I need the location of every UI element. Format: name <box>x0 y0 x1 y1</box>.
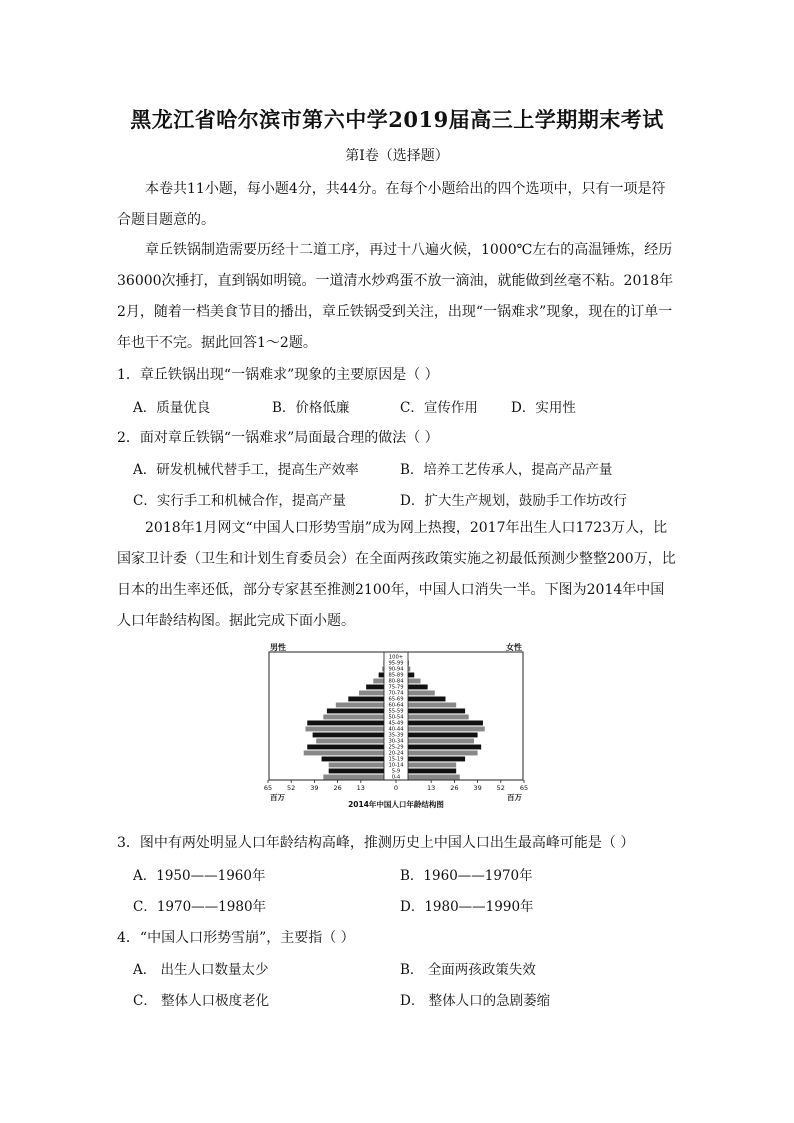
female-bar-75-79 <box>408 685 428 690</box>
age-label-15-19: 15-19 <box>388 756 404 763</box>
age-label-45-49: 45-49 <box>388 720 404 727</box>
left-legend-label: 男性 <box>270 643 286 652</box>
male-bar-85-89 <box>379 673 384 678</box>
q1-option-a: A．质量优良 <box>133 400 211 416</box>
q3-option-d: D．1980——1990年 <box>400 899 534 915</box>
age-label-0-4: 0-4 <box>391 774 401 781</box>
question-3-stem: 3．图中有两处明显人口年龄结构高峰，推测历史上中国人口出生最高峰可能是（ ） <box>117 835 635 851</box>
x-tick-label-10: 65 <box>519 784 529 792</box>
question-2-stem: 2．面对章丘铁锅“一锅难求”局面最合理的做法（ ） <box>117 430 439 446</box>
q2-option-c: C．实行手工和机械合作，提高产量 <box>133 493 346 509</box>
age-label-55-59: 55-59 <box>388 708 404 715</box>
q4-option-b: B． 全面两孩政策失效 <box>400 962 536 978</box>
q1-option-d: D．实用性 <box>511 400 576 416</box>
chart-caption: 2014年中国人口年龄结构图 <box>348 800 444 809</box>
female-bar-40-44 <box>408 727 485 732</box>
male-bar-15-19 <box>322 757 384 762</box>
x-tick-label-5: 0 <box>393 784 399 792</box>
q2-option-a: A．研发机械代替手工，提高生产效率 <box>133 462 359 478</box>
q2-option-b: B．培养工艺传承人，提高产品产量 <box>400 462 613 478</box>
female-bar-60-64 <box>408 703 456 708</box>
male-bar-5-9 <box>329 769 384 774</box>
age-label-60-64: 60-64 <box>388 702 404 709</box>
age-label-50-54: 50-54 <box>388 714 404 721</box>
male-bar-75-79 <box>366 685 384 690</box>
female-bar-10-14 <box>408 763 456 768</box>
q1-option-c: C．宣传作用 <box>400 400 478 416</box>
age-label-20-24: 20-24 <box>388 750 404 757</box>
passage-2: 2018年1月网文“中国人口形势雪崩”成为网上热搜，2017年出生人口1723万人，比国家卫计委（卫生和计划生育委员会）在全面两孩政策实施之初最低预测少整整200万，比日本的出生率还低，部分专家甚至推测2100年，中国人口消失一半。下图为2014年中国人口年龄结构图。据此完成下面小题。 <box>117 520 676 629</box>
q3-option-a: A．1950——1960年 <box>133 868 266 884</box>
female-bar-20-24 <box>408 751 478 756</box>
female-bar-35-39 <box>408 733 478 738</box>
female-bar-65-69 <box>408 697 445 702</box>
x-tick-label-6: 13 <box>427 784 436 792</box>
age-label-85-89: 85-89 <box>388 672 404 679</box>
male-bar-40-44 <box>305 727 384 732</box>
male-bar-10-14 <box>329 763 384 768</box>
question-1-stem: 1．章丘铁锅出现“一锅难求”现象的主要原因是（ ） <box>117 367 439 383</box>
male-bar-60-64 <box>336 703 384 708</box>
population-pyramid-chart <box>263 640 529 810</box>
q1-option-b: B．价格低廉 <box>272 400 350 416</box>
male-bar-25-29 <box>307 745 384 750</box>
female-bar-5-9 <box>408 769 456 774</box>
female-bar-30-34 <box>408 739 474 744</box>
male-bar-35-39 <box>313 733 384 738</box>
q4-option-c: C． 整体人口极度老化 <box>133 993 270 1009</box>
age-label-25-29: 25-29 <box>388 744 404 751</box>
x-tick-label-2: 39 <box>310 784 319 792</box>
q3-option-c: C．1970——1980年 <box>133 899 267 915</box>
female-bar-85-89 <box>408 673 414 678</box>
passage-1: 章丘铁锅制造需要历经十二道工序，再过十八遍火候，1000℃左右的高温锤炼，经历36000次捶打，直到锅如明镜。一道清水炒鸡蛋不放一滴油，就能做到丝毫不粘。2018年2月，随着一档美食节目的播出，章丘铁锅受到关注，出现“一锅难求”现象，现在的订单一年也干不完。据此回答1～2题。 <box>117 242 674 351</box>
male-bar-50-54 <box>323 715 384 720</box>
age-label-35-39: 35-39 <box>388 732 404 739</box>
male-bar-45-49 <box>307 721 384 726</box>
age-label-10-14: 10-14 <box>388 762 404 769</box>
page-title: 黑龙江省哈尔滨市第六中学2019届高三上学期期末考试 <box>130 107 664 132</box>
age-label-75-79: 75-79 <box>388 684 404 691</box>
female-bar-70-74 <box>408 691 435 696</box>
x-tick-label-0: 65 <box>263 784 273 792</box>
x-tick-label-8: 39 <box>473 784 482 792</box>
age-label-40-44: 40-44 <box>388 726 404 733</box>
age-label-80-84: 80-84 <box>388 678 404 685</box>
x-tick-label-7: 26 <box>450 784 459 792</box>
female-bar-55-59 <box>408 709 465 714</box>
right-legend-label: 女性 <box>506 643 522 652</box>
population-pyramid-svg <box>263 640 529 810</box>
intro-paragraph: 本卷共11小题，每小题4分，共44分。在每个小题给出的四个选项中，只有一项是符合题目题意的。 <box>117 181 666 228</box>
x-tick-label-1: 52 <box>287 784 296 792</box>
female-bar-50-54 <box>408 715 469 720</box>
question-4-stem: 4．“中国人口形势雪崩”，主要指（ ） <box>117 930 355 946</box>
male-bar-55-59 <box>327 709 384 714</box>
male-bar-65-69 <box>348 697 384 702</box>
male-bar-30-34 <box>316 739 384 744</box>
female-bar-25-29 <box>408 745 481 750</box>
male-bar-20-24 <box>304 751 384 756</box>
female-bar-0-4 <box>408 775 460 780</box>
age-label-100+: 100+ <box>388 654 404 661</box>
female-bar-80-84 <box>408 679 420 684</box>
age-label-30-34: 30-34 <box>388 738 404 745</box>
age-label-65-69: 65-69 <box>388 696 404 703</box>
x-tick-label-4: 13 <box>356 784 365 792</box>
male-bar-0-4 <box>323 775 384 780</box>
male-bar-70-74 <box>359 691 384 696</box>
q4-option-a: A． 出生人口数量太少 <box>133 962 269 978</box>
age-label-70-74: 70-74 <box>388 690 404 697</box>
left-unit-label: 百万 <box>270 793 285 802</box>
x-tick-label-3: 26 <box>333 784 342 792</box>
age-label-95-99: 95-99 <box>388 660 404 667</box>
age-label-90-94: 90-94 <box>388 666 404 673</box>
male-bar-80-84 <box>373 679 384 684</box>
female-bar-45-49 <box>408 721 483 726</box>
age-label-5-9: 5-9 <box>391 768 401 775</box>
x-tick-label-9: 52 <box>496 784 505 792</box>
q4-option-d: D． 整体人口的急剧萎缩 <box>400 993 551 1009</box>
section-title: 第Ⅰ卷（选择题） <box>345 148 449 164</box>
female-bar-15-19 <box>408 757 465 762</box>
q2-option-d: D．扩大生产规划，鼓励手工作坊改行 <box>400 493 627 509</box>
right-unit-label: 百万 <box>507 793 522 802</box>
q3-option-b: B．1960——1970年 <box>400 868 533 884</box>
